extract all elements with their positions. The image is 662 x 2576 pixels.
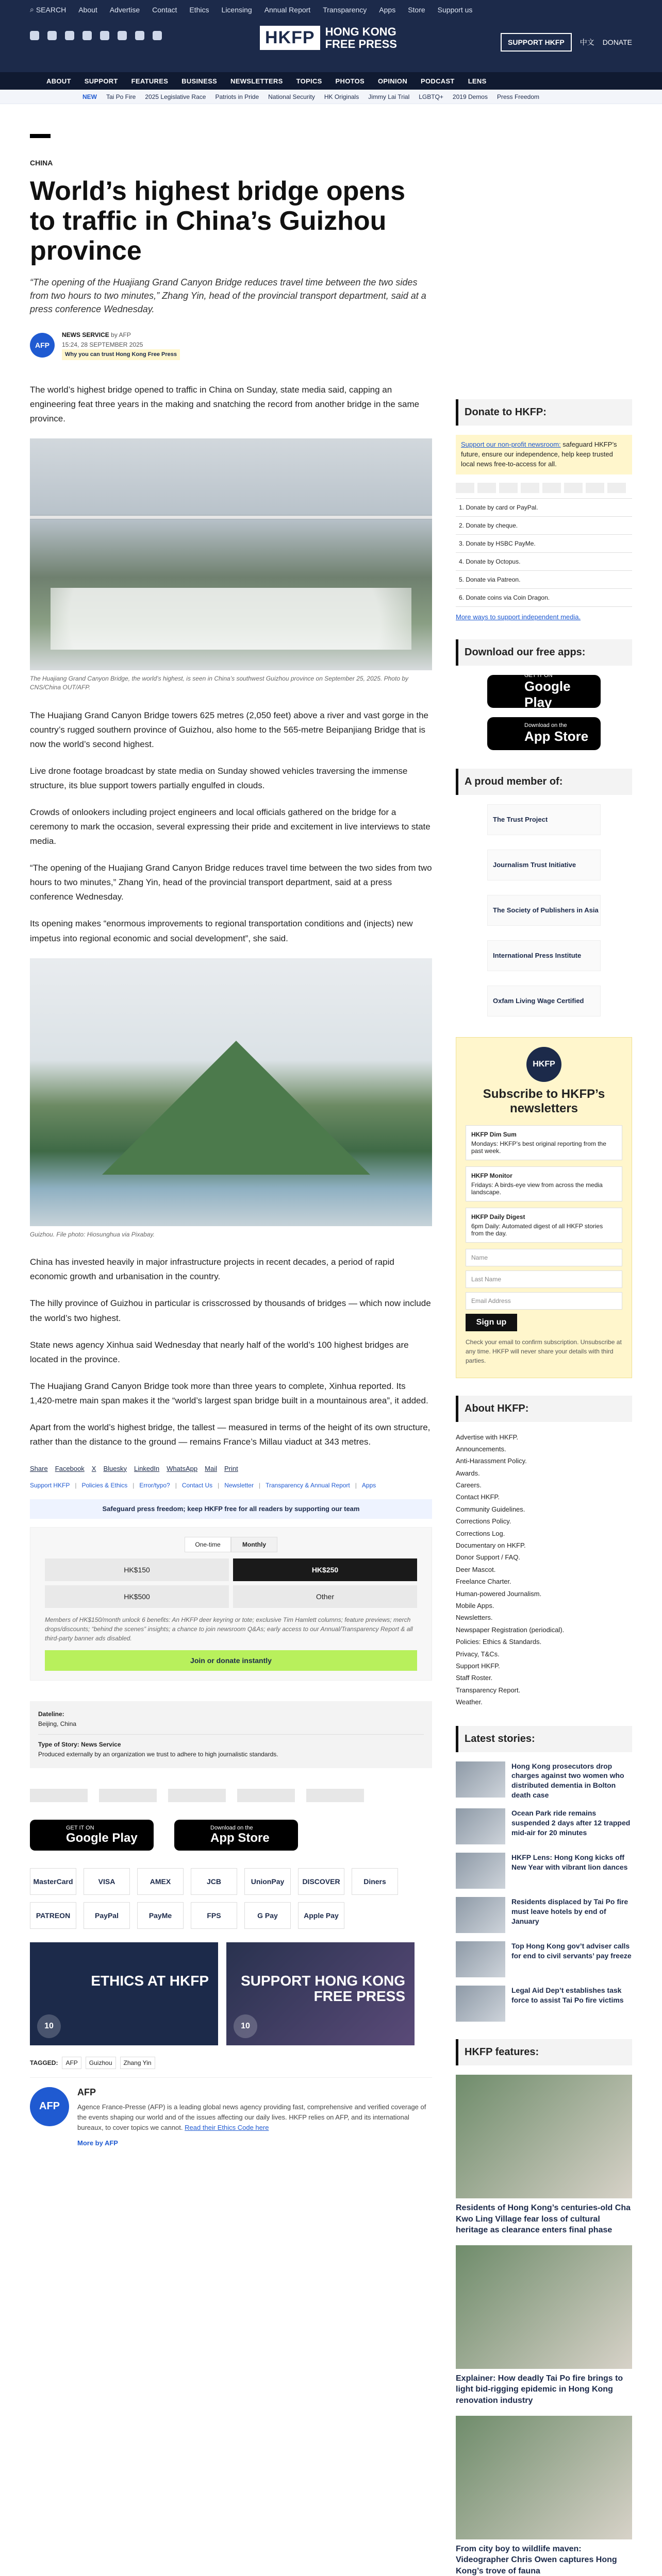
- story-thumbnail: [456, 1808, 505, 1844]
- youtube-icon[interactable]: [118, 31, 127, 40]
- about-link[interactable]: Weather.: [456, 1698, 483, 1706]
- byline-date: 15:24, 28 SEPTEMBER 2025: [62, 341, 143, 348]
- article-category[interactable]: CHINA: [30, 159, 53, 167]
- app-store-button[interactable]: Download on the App Store: [174, 1820, 298, 1851]
- site-header: [0, 0, 662, 72]
- trust-link[interactable]: Why you can trust Hong Kong Free Press: [62, 349, 180, 360]
- policies-link[interactable]: Policies & Ethics: [81, 1481, 128, 1489]
- story-thumbnail: [456, 1853, 505, 1889]
- jcb-logo: JCB: [191, 1868, 237, 1895]
- paragraph: Apart from the world’s highest bridge, the tallest — measured in terms of the height of its own structure, rather than the distance to the ground — remains France’s Millau viaduct at 343 metres.: [30, 1422, 431, 1447]
- card-logos: [456, 483, 632, 493]
- anniversary-badge: 10: [234, 2014, 257, 2038]
- store-link[interactable]: Store: [408, 5, 425, 14]
- about-link[interactable]: Advertise with HKFP.: [456, 1433, 519, 1441]
- tag-link[interactable]: Zhang Yin: [120, 2057, 155, 2069]
- paragraph: Live drone footage broadcast by state media on Sunday showed vehicles traversing the immense structure, its blue support towers partially engulfed in clouds.: [30, 766, 408, 791]
- chinese-link[interactable]: 中文: [580, 38, 594, 46]
- paragraph: Crowds of onlookers including project engineers and local officials gathered on the bridge for a ceremony to mark the occasion, several expressing their pride and excitement in live interviews to state media.: [30, 807, 431, 846]
- about-link[interactable]: Corrections Policy.: [456, 1517, 511, 1526]
- donate-option[interactable]: 3. Donate by HSBC PayMe.: [456, 535, 632, 553]
- ticker-item[interactable]: Patriots in Pride: [215, 93, 259, 100]
- donate-intro: Support our non-profit newsroom: safeguard HKFP’s future, ensure our independence, help keep trusted local news free-to-access for all.: [456, 435, 632, 474]
- about-link[interactable]: Documentary on HKFP.: [456, 1541, 526, 1550]
- author-name[interactable]: AFP: [77, 2087, 96, 2097]
- latest-story[interactable]: Ocean Park ride remains suspended 2 days after 12 trapped mid-air for 20 minutes: [456, 1808, 632, 1844]
- about-heading: About HKFP:: [456, 1396, 632, 1422]
- nav-features[interactable]: FEATURES: [131, 77, 169, 85]
- support-hkfp-button[interactable]: SUPPORT HKFP: [501, 33, 572, 52]
- nav-topics[interactable]: TOPICS: [296, 77, 322, 85]
- membership-benefits: Members of HK$150/month unlock 6 benefits: An HKFP deer keyring or tote; exclusive Tim Hamlett columns; feature previews; merch drops/discounts; “behind the scenes” insights; a chance to join newsroom Q&As; early access to our Annual/Transparency Report & all third-party banner ads disabled.: [45, 1616, 413, 1642]
- nav-support[interactable]: SUPPORT: [84, 77, 118, 85]
- about-link[interactable]: Newspaper Registration (periodical).: [456, 1625, 565, 1634]
- paypal-logo: PayPal: [84, 1902, 130, 1929]
- share-bar: [30, 1465, 432, 1472]
- search-link[interactable]: ⌕ SEARCH: [30, 5, 67, 14]
- member-orgs: [456, 804, 632, 1016]
- nav-photos[interactable]: PHOTOS: [335, 77, 365, 85]
- mastercard-logo: MasterCard: [30, 1868, 76, 1895]
- story-type-desc: Produced externally by an organization we trust to adhere to high journalistic standards.: [38, 1751, 278, 1758]
- author-avatar[interactable]: AFP: [30, 2087, 69, 2126]
- logo-text: HONG KONG FREE PRESS: [325, 25, 397, 50]
- newsletter-signup: [456, 1037, 632, 1378]
- sopa-logo[interactable]: [168, 1789, 226, 1802]
- about-link[interactable]: Support HKFP.: [456, 1662, 500, 1670]
- payment-logos: [30, 1868, 432, 1929]
- latest-stories: [456, 1761, 632, 2022]
- sidebar: [456, 399, 632, 2576]
- article-body: [30, 383, 432, 1449]
- about-link[interactable]: Donor Support / FAQ.: [456, 1553, 521, 1562]
- author-box: [30, 2077, 432, 2149]
- donate-option[interactable]: 4. Donate by Octopus.: [456, 553, 632, 571]
- support-promo[interactable]: SUPPORT HONG KONG FREE PRESS 10: [226, 1942, 415, 2045]
- newsletter-title: Subscribe to HKFP’s newsletters: [483, 1087, 605, 1115]
- gpay-logo: G Pay: [244, 1902, 291, 1929]
- about-link[interactable]: Privacy, T&Cs.: [456, 1650, 500, 1658]
- contact-us-link[interactable]: Contact Us: [181, 1481, 213, 1489]
- more-by-author-link[interactable]: More by AFP: [77, 2139, 118, 2147]
- feature-image: [456, 2416, 632, 2539]
- article-standfirst: “The opening of the Huajiang Grand Canyon Bridge reduces travel time between the two sides from two hours to two minutes,” Zhang Yin, head of the provincial transport department, said at a press conference Wednesday.: [30, 277, 426, 314]
- threads-icon[interactable]: [82, 31, 92, 40]
- contact-link[interactable]: Contact: [152, 5, 177, 14]
- tag-list: [30, 2057, 432, 2069]
- member-org[interactable]: International Press Institute: [487, 940, 601, 971]
- paragraph: “The opening of the Huajiang Grand Canyon Bridge reduces travel time between the two sides from two hours to two minutes,” Zhang Yin, head of the provincial transport department, said at a press conference Wednesday.: [30, 863, 432, 902]
- paragraph: Its opening makes “enormous improvements to regional transportation conditions and (injects) new impetus into regional economic and social development”, she said.: [30, 919, 413, 943]
- about-link[interactable]: Corrections Log.: [456, 1529, 505, 1537]
- topics-ticker: [0, 90, 662, 104]
- tagged-label: TAGGED:: [30, 2059, 58, 2066]
- ticker-item[interactable]: HK Originals: [324, 93, 359, 100]
- share-x[interactable]: X: [91, 1464, 96, 1472]
- site-logo[interactable]: [260, 26, 397, 50]
- anniversary-badge: 10: [37, 2014, 61, 2038]
- member-logos-row: [30, 1789, 432, 1802]
- dateline-value: Beijing, China: [38, 1720, 77, 1728]
- apps-heading: Download our free apps:: [456, 639, 632, 666]
- byline-author[interactable]: by AFP: [111, 331, 131, 338]
- social-icons: [30, 31, 162, 40]
- top-nav: [30, 5, 472, 14]
- apple-pay-logo: Apple Pay: [298, 1902, 344, 1929]
- jcb-icon: [521, 483, 539, 493]
- latest-story[interactable]: Top Hong Kong gov’t adviser calls for end to civil servants’ pay freeze: [456, 1941, 632, 1977]
- feature-image: [456, 2075, 632, 2198]
- about-link[interactable]: Freelance Charter.: [456, 1578, 511, 1586]
- search-icon: ⌕: [30, 5, 34, 13]
- ipi-logo[interactable]: [237, 1789, 295, 1802]
- nav-newsletters[interactable]: NEWSLETTERS: [230, 77, 283, 85]
- latest-heading: Latest stories:: [456, 1726, 632, 1752]
- header-actions: [501, 33, 632, 52]
- story-thumbnail: [456, 1761, 505, 1798]
- annual-report-link[interactable]: Annual Report: [264, 5, 311, 14]
- paragraph: The hilly province of Guizhou in particular is crisscrossed by thousands of bridges — which now include the world’s two highest.: [30, 1298, 431, 1323]
- paypal-icon: [564, 483, 583, 493]
- nav-lens[interactable]: LENS: [468, 77, 487, 85]
- newsletter-link[interactable]: Newsletter: [224, 1481, 254, 1489]
- new-badge: NEW: [82, 93, 97, 100]
- join-donate-button[interactable]: Join or donate instantly: [45, 1650, 417, 1671]
- about-link[interactable]: Awards.: [456, 1469, 480, 1477]
- paragraph: The world’s highest bridge opened to traffic in China on Sunday, state media said, capping an engineering feat three years in the making and snatching the record from another bridge in the same province.: [30, 385, 420, 424]
- mountain-shape: [102, 1041, 370, 1175]
- dateline-label: Dateline:: [38, 1710, 64, 1718]
- about-link[interactable]: Community Guidelines.: [456, 1505, 525, 1513]
- ethics-code-link[interactable]: Read their Ethics Code here: [185, 2123, 269, 2131]
- share-print[interactable]: Print: [224, 1464, 238, 1472]
- story-thumbnail: [456, 1986, 505, 2022]
- support-hkfp-link[interactable]: Support HKFP: [30, 1481, 70, 1489]
- about-link[interactable]: Careers.: [456, 1481, 482, 1489]
- about-link[interactable]: Contact HKFP.: [456, 1493, 500, 1501]
- donation-frequency-tabs: [45, 1537, 417, 1552]
- payme-logo: PayMe: [137, 1902, 184, 1929]
- member-org[interactable]: Oxfam Living Wage Certified: [487, 986, 601, 1016]
- story-thumbnail: [456, 1897, 505, 1933]
- amount-option[interactable]: HK$500: [45, 1585, 229, 1608]
- gpay-icon: [586, 483, 604, 493]
- ticker-item[interactable]: Press Freedom: [496, 93, 539, 100]
- logo-box: HKFP: [260, 26, 320, 50]
- email-icon[interactable]: [153, 31, 162, 40]
- google-play-button[interactable]: GET IT ON Google Play: [487, 675, 601, 708]
- about-link[interactable]: Newsletters.: [456, 1614, 493, 1622]
- latest-story[interactable]: HKFP Lens: Hong Kong kicks off New Year with vibrant lion dances: [456, 1853, 632, 1889]
- about-link[interactable]: Deer Mascot.: [456, 1565, 496, 1573]
- dateline-box: [30, 1701, 432, 1768]
- apps-link[interactable]: Apps: [379, 5, 396, 14]
- amex-icon: [499, 483, 518, 493]
- name-field[interactable]: Name: [466, 1249, 622, 1266]
- apple-pay-icon: [607, 483, 626, 493]
- paragraph: China has invested heavily in major infrastructure projects in recent decades, a period of rapid economic growth and urbanisation in the country.: [30, 1257, 394, 1282]
- support-banner[interactable]: Safeguard press freedom; keep HKFP free for all readers by supporting our team: [30, 1499, 432, 1519]
- more-ways-link[interactable]: More ways to support independent media.: [456, 613, 581, 621]
- paragraph: State news agency Xinhua said Wednesday that nearly half of the world’s 100 highest bridges are located in the province.: [30, 1340, 409, 1364]
- newsletter-option[interactable]: HKFP Dim Sum Mondays: HKFP’s best original reporting from the past week.: [466, 1125, 622, 1160]
- amount-option[interactable]: HK$150: [45, 1558, 229, 1581]
- paragraph: The Huajiang Grand Canyon Bridge took more than three years to complete, Xinhua reported. Its 1,420-metre main span makes it the “world’s largest span bridge built in a mountainous area”, it added.: [30, 1381, 428, 1405]
- about-link[interactable]: Mobile Apps.: [456, 1602, 494, 1609]
- ticker-item[interactable]: Tai Po Fire: [106, 93, 136, 100]
- author-avatar[interactable]: AFP: [30, 333, 55, 358]
- x-icon[interactable]: [47, 31, 57, 40]
- visa-logo: VISA: [84, 1868, 130, 1895]
- nav-opinion[interactable]: OPINION: [378, 77, 408, 85]
- email-field[interactable]: Email Address: [466, 1292, 622, 1310]
- author-bio: Agence France-Presse (AFP) is a leading global news agency providing fast, comprehensive and verified coverage of the events shaping our world and of the issues affecting our daily lives. HKFP relies on AFP, and its international bureaux, to cover topics we cannot. Read their Ethics Code here: [77, 2103, 426, 2131]
- amount-option-other[interactable]: Other: [233, 1585, 417, 1608]
- photo-caption: The Huajiang Grand Canyon Bridge, the world’s highest, is seen in China’s southwest Guizhou province on September 25, 2025. Photo by CNS/China OUT/AFP.: [30, 675, 408, 691]
- visa-icon: [477, 483, 496, 493]
- about-link[interactable]: Staff Roster.: [456, 1674, 493, 1682]
- feature-image: [456, 2245, 632, 2369]
- error-typo-link[interactable]: Error/typo?: [139, 1481, 170, 1489]
- nav-podcast[interactable]: PODCAST: [421, 77, 455, 85]
- apps-link[interactable]: Apps: [361, 1481, 376, 1489]
- guizhou-photo: [30, 958, 432, 1226]
- transparency-link[interactable]: Transparency: [323, 5, 367, 14]
- instagram-icon[interactable]: [65, 31, 74, 40]
- oxfam-logo[interactable]: [306, 1789, 364, 1802]
- feature-story[interactable]: Residents of Hong Kong’s centuries-old Cha Kwo Ling Village fear loss of cultural heritage as clearance enters final phase: [456, 2075, 632, 2236]
- member-heading: A proud member of:: [456, 769, 632, 795]
- donate-widget: [30, 1527, 432, 1681]
- about-link[interactable]: Human-powered Journalism.: [456, 1589, 542, 1598]
- article-footer-links: Support HKFP | Policies & Ethics | Error/typo? | Contact Us | Newsletter | Transparency & Annual Report | Apps: [30, 1481, 376, 1489]
- feature-stories: [456, 2075, 632, 2576]
- newsletter-option[interactable]: HKFP Daily Digest 6pm Daily: Automated digest of all HKFP stories from the day.: [466, 1208, 622, 1243]
- feature-story[interactable]: From city boy to wildlife maven: Videographer Chris Owen captures Hong Kong’s trove of fauna: [456, 2416, 632, 2576]
- story-thumbnail: [456, 1941, 505, 1977]
- divider: [30, 134, 51, 138]
- about-link[interactable]: About: [78, 5, 97, 14]
- article: [30, 134, 432, 2148]
- diners-logo: Diners: [352, 1868, 398, 1895]
- share-linkedin[interactable]: LinkedIn: [134, 1464, 160, 1472]
- ticker-item[interactable]: National Security: [268, 93, 315, 100]
- ticker-item[interactable]: 2019 Demos: [452, 93, 488, 100]
- donate-option[interactable]: 1. Donate by card or PayPal.: [456, 499, 632, 517]
- ethics-promo[interactable]: ETHICS AT HKFP 10: [30, 1942, 218, 2045]
- share-label: Share: [30, 1464, 48, 1472]
- amount-option-selected[interactable]: HK$250: [233, 1558, 417, 1581]
- donate-option[interactable]: 2. Donate by cheque.: [456, 517, 632, 535]
- about-link[interactable]: Anti-Harassment Policy.: [456, 1457, 527, 1465]
- latest-story[interactable]: Hong Kong prosecutors drop charges against two women who distributed dementia in Bolton death case: [456, 1761, 632, 1801]
- transparency-report-link[interactable]: Transparency & Annual Report: [266, 1481, 350, 1489]
- app-store-buttons: [30, 1820, 432, 1851]
- signup-button[interactable]: Sign up: [466, 1314, 517, 1331]
- share-whatsapp[interactable]: WhatsApp: [167, 1464, 198, 1472]
- promo-banners: [30, 1942, 432, 2045]
- donate-option[interactable]: 5. Donate via Patreon.: [456, 571, 632, 589]
- newsletter-option[interactable]: HKFP Monitor Fridays: A birds-eye view from across the media landscape.: [466, 1166, 622, 1201]
- features-heading: HKFP features:: [456, 2039, 632, 2065]
- trust-project-logo[interactable]: [30, 1789, 88, 1802]
- latest-story[interactable]: Legal Aid Dep’t establishes task force to assist Tai Po fire victims: [456, 1986, 632, 2022]
- byline: [30, 330, 432, 360]
- app-store-button[interactable]: Download on the App Store: [487, 717, 601, 750]
- byline-info: [62, 330, 180, 360]
- article-headline: World’s highest bridge opens to traffic in China’s Guizhou province: [30, 176, 406, 266]
- support-us-link[interactable]: Support us: [437, 5, 473, 14]
- about-link[interactable]: Policies: Ethics & Standards.: [456, 1638, 542, 1646]
- unionpay-logo: UnionPay: [244, 1868, 291, 1895]
- ticker-item[interactable]: Jimmy Lai Trial: [368, 93, 410, 100]
- ticker-item[interactable]: LGBTQ+: [419, 93, 443, 100]
- facebook-icon[interactable]: [30, 31, 39, 40]
- donation-amounts: [45, 1558, 417, 1608]
- tag-link[interactable]: Guizhou: [86, 2057, 116, 2069]
- latest-story[interactable]: Residents displaced by Tai Po fire must leave hotels by end of January: [456, 1897, 632, 1933]
- photo-caption: Guizhou. File photo: Hiosunghua via Pixabay.: [30, 1230, 155, 1238]
- newsletter-note: Check your email to confirm subscription. Unsubscribe at any time. HKFP will never share your details with third parties.: [466, 1338, 622, 1364]
- last-name-field[interactable]: Last Name: [466, 1270, 622, 1288]
- tag-link[interactable]: AFP: [62, 2057, 81, 2069]
- donate-options: [456, 498, 632, 607]
- ethics-link[interactable]: Ethics: [189, 5, 209, 14]
- share-facebook[interactable]: Facebook: [55, 1464, 85, 1472]
- patreon-logo: PATREON: [30, 1902, 76, 1929]
- paragraph: The Huajiang Grand Canyon Bridge towers 625 metres (2,050 feet) above a river and vast gorge in the country’s rugged southern province of Guizhou, also home to the 565-metre Beipanjiang Bridge that is now the world’s second highest.: [30, 710, 428, 750]
- support-newsroom-link[interactable]: Support our non-profit newsroom:: [461, 440, 561, 448]
- share-mail[interactable]: Mail: [205, 1464, 217, 1472]
- licensing-link[interactable]: Licensing: [221, 5, 252, 14]
- bluesky-icon[interactable]: [100, 31, 109, 40]
- member-org[interactable]: The Trust Project: [487, 804, 601, 835]
- donate-link[interactable]: DONATE: [602, 38, 632, 46]
- section-nav: [0, 72, 662, 90]
- about-link[interactable]: Transparency Report.: [456, 1686, 521, 1694]
- nav-business[interactable]: BUSINESS: [181, 77, 218, 85]
- member-org[interactable]: The Society of Publishers in Asia: [487, 895, 601, 926]
- donate-heading: Donate to HKFP:: [456, 399, 632, 426]
- byline-source: NEWS SERVICE: [62, 331, 109, 338]
- donate-option[interactable]: 6. Donate coins via Coin Dragon.: [456, 589, 632, 607]
- story-type-label: Type of Story: News Service: [38, 1741, 121, 1749]
- jti-logo[interactable]: [99, 1789, 157, 1802]
- mastercard-icon: [456, 483, 474, 493]
- feature-story[interactable]: Explainer: How deadly Tai Po fire brings to light bid-rigging epidemic in Hong Kong renovation industry: [456, 2245, 632, 2406]
- about-link[interactable]: Announcements.: [456, 1445, 506, 1453]
- cloud-shape: [51, 588, 411, 650]
- ticker-item[interactable]: 2025 Legislative Race: [145, 93, 206, 100]
- google-play-button[interactable]: GET IT ON Google Play: [30, 1820, 154, 1851]
- member-org[interactable]: Journalism Trust Initiative: [487, 850, 601, 880]
- tab-monthly[interactable]: Monthly: [231, 1537, 277, 1552]
- discover-logo: DISCOVER: [298, 1868, 344, 1895]
- fps-logo: FPS: [191, 1902, 237, 1929]
- about-links: [456, 1431, 632, 1708]
- amex-logo: AMEX: [137, 1868, 184, 1895]
- advertise-link[interactable]: Advertise: [109, 5, 140, 14]
- bridge-photo: [30, 438, 432, 670]
- nav-about[interactable]: ABOUT: [46, 77, 71, 85]
- tab-one-time[interactable]: One-time: [185, 1537, 231, 1552]
- newsletter-logo: HKFP: [526, 1047, 561, 1082]
- unionpay-icon: [542, 483, 561, 493]
- telegram-icon[interactable]: [135, 31, 144, 40]
- share-bluesky[interactable]: Bluesky: [103, 1464, 127, 1472]
